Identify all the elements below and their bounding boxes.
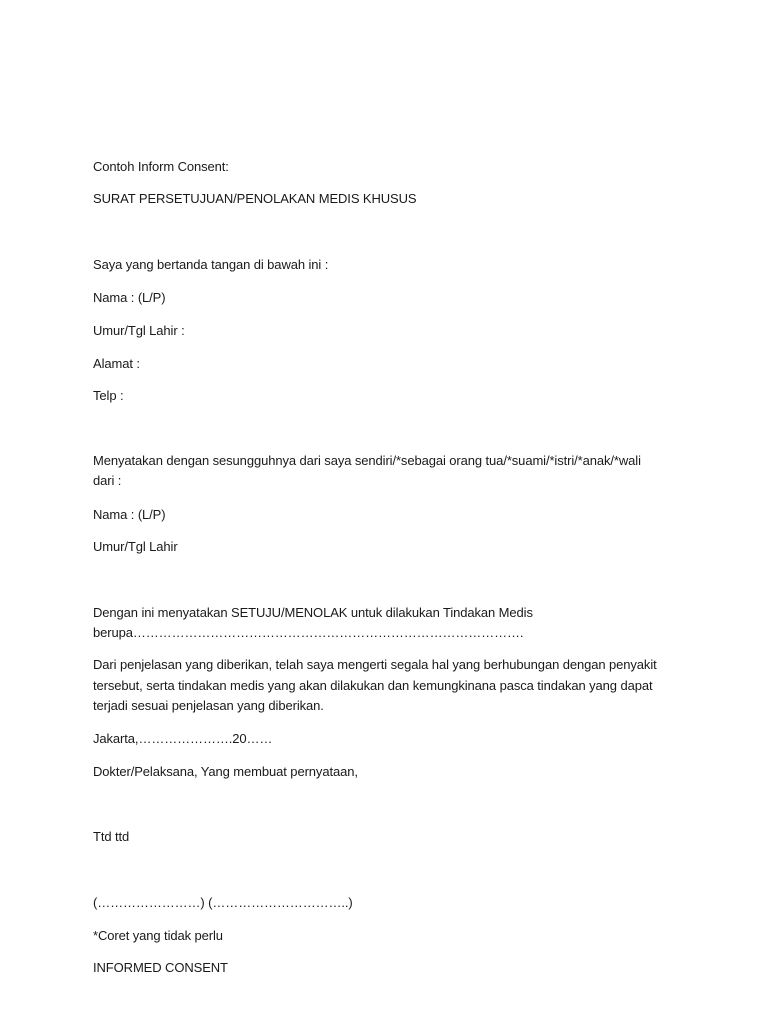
signature-blanks: (……………………) (…………………………..) [93,895,353,910]
signatories: Dokter/Pelaksana, Yang membuat pernyataan, [93,764,358,779]
document-heading: Contoh Inform Consent: [93,159,229,174]
signature-label: Ttd ttd [93,829,130,844]
field-address: Alamat : [93,356,140,371]
explanation-line-2: tersebut, serta tindakan medis yang akan dilakukan dan kemungkinana pasca tindakan yang dapat [93,678,653,693]
place-date: Jakarta,………………….20…… [93,731,273,746]
consent-line-2: berupa………………………………………………………………………………. [93,625,524,640]
consent-line-1: Dengan ini menyatakan SETUJU/MENOLAK untuk dilakukan Tindakan Medis [93,605,533,620]
next-heading: INFORMED CONSENT [93,960,228,975]
intro-text: Saya yang bertanda tangan di bawah ini : [93,257,329,272]
field-name: Nama : (L/P) [93,290,166,305]
field-phone: Telp : [93,388,124,403]
footnote: *Coret yang tidak perlu [93,928,223,943]
field-age: Umur/Tgl Lahir : [93,323,185,338]
statement-line-2: dari : [93,473,122,488]
explanation-line-1: Dari penjelasan yang diberikan, telah saya mengerti segala hal yang berhubungan dengan penyakit [93,657,657,672]
document-title: SURAT PERSETUJUAN/PENOLAKAN MEDIS KHUSUS [93,191,417,206]
explanation-line-3: terjadi sesuai penjelasan yang diberikan. [93,698,324,713]
field-name-2: Nama : (L/P) [93,507,166,522]
statement-line-1: Menyatakan dengan sesungguhnya dari saya sendiri/*sebagai orang tua/*suami/*istri/*anak/*wali [93,453,641,468]
field-age-2: Umur/Tgl Lahir [93,539,178,554]
